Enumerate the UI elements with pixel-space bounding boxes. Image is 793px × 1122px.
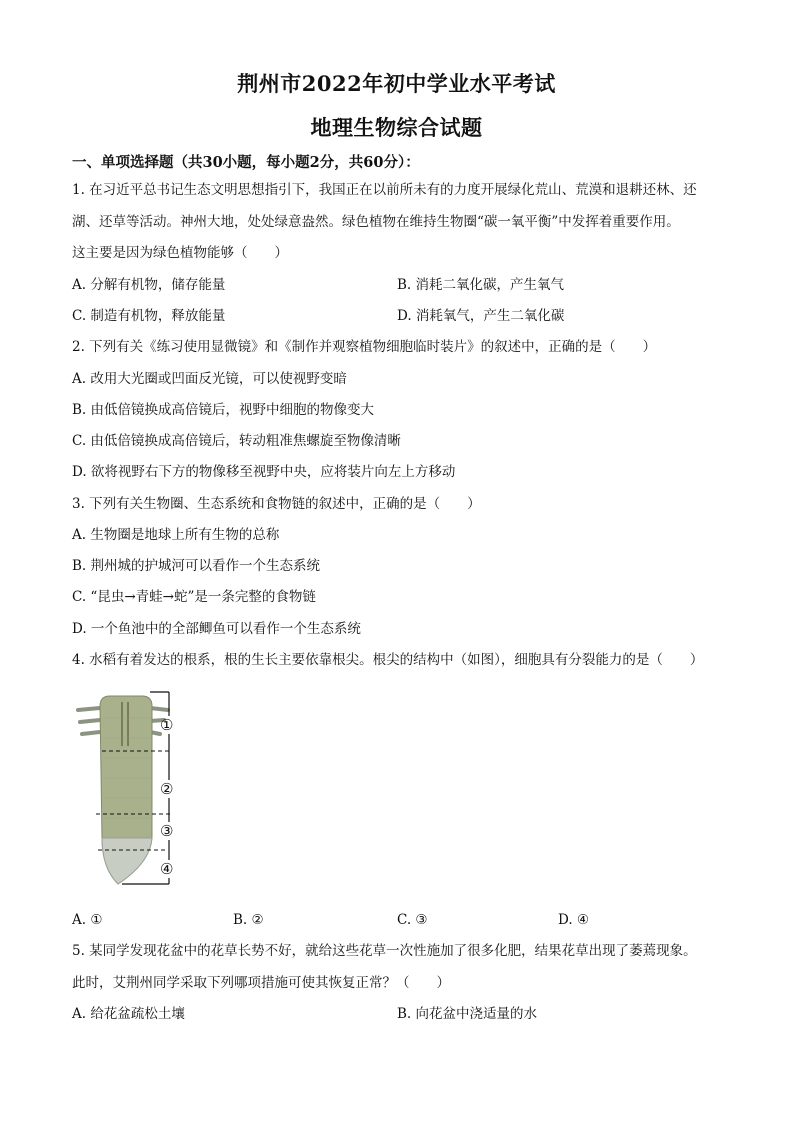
option-b[interactable]: B. 向花盆中浇适量的水 bbox=[397, 1006, 538, 1022]
option-a[interactable]: A. 分解有机物，储存能量 bbox=[72, 277, 226, 293]
option-d[interactable]: D. 欲将视野右下方的物像移至视野中央，应将装片向左上方移动 bbox=[72, 464, 456, 480]
label-2: ② bbox=[160, 780, 174, 798]
question-text: 4. 水稻有着发达的根系，根的生长主要依靠根尖。根尖的结构中（如图），细胞具有分裂能力的是（ ） bbox=[72, 652, 704, 668]
label-4: ④ bbox=[160, 860, 174, 878]
option-b[interactable]: B. 由低倍镜换成高倍镜后，视野中细胞的物像变大 bbox=[72, 402, 375, 418]
question-text: 此时，艾荆州同学采取下列哪项措施可使其恢复正常？（ ） bbox=[72, 975, 450, 991]
option-b[interactable]: B. 消耗二氧化碳，产生氧气 bbox=[397, 277, 565, 293]
option-c[interactable]: C. 制造有机物，释放能量 bbox=[72, 308, 226, 324]
question-text: 1. 在习近平总书记生态文明思想指引下，我国正在以前所未有的力度开展绿化荒山、荒漠和退耕还林、还 bbox=[72, 182, 697, 198]
option-b[interactable]: B. 荆州城的护城河可以看作一个生态系统 bbox=[72, 558, 321, 574]
question-text: 湖、还草等活动。神州大地，处处绿意盎然。绿色植物在维持生物圈“碳一氧平衡”中发挥着重要作用。 bbox=[72, 214, 680, 230]
option-d[interactable]: D. 一个鱼池中的全部鲫鱼可以看作一个生态系统 bbox=[72, 621, 361, 637]
option-c[interactable]: C. “昆虫→青蛙→蛇”是一条完整的食物链 bbox=[72, 589, 316, 605]
label-1: ① bbox=[160, 716, 174, 734]
option-c[interactable]: C. ③ bbox=[397, 912, 428, 928]
option-a[interactable]: A. 生物圈是地球上所有生物的总称 bbox=[72, 527, 280, 543]
root-tip-diagram bbox=[72, 688, 192, 888]
option-d[interactable]: D. ④ bbox=[558, 912, 590, 928]
question-text: 这主要是因为绿色植物能够（ ） bbox=[72, 245, 288, 261]
section-heading: 一、单项选择题（共30小题，每小题2分，共60分）： bbox=[72, 154, 420, 171]
option-a[interactable]: A. ① bbox=[72, 912, 103, 928]
question-text: 3. 下列有关生物圈、生态系统和食物链的叙述中，正确的是（ ） bbox=[72, 496, 481, 512]
option-a[interactable]: A. 改用大光圈或凹面反光镜，可以使视野变暗 bbox=[72, 371, 347, 387]
label-3: ③ bbox=[160, 822, 174, 840]
exam-subtitle: 地理生物综合试题 bbox=[310, 115, 483, 140]
exam-title: 荆州市2022年初中学业水平考试 bbox=[237, 71, 556, 96]
question-text: 2. 下列有关《练习使用显微镜》和《制作并观察植物细胞临时装片》的叙述中，正确的是（ ） bbox=[72, 339, 657, 355]
option-b[interactable]: B. ② bbox=[233, 912, 264, 928]
question-text: 5. 某同学发现花盆中的花草长势不好，就给这些花草一次性施加了很多化肥，结果花草出现了萎蔫现象。 bbox=[72, 943, 697, 959]
option-d[interactable]: D. 消耗氧气，产生二氧化碳 bbox=[397, 308, 565, 324]
option-c[interactable]: C. 由低倍镜换成高倍镜后，转动粗准焦螺旋至物像清晰 bbox=[72, 433, 401, 449]
root-tip-illustration bbox=[72, 688, 192, 888]
option-a[interactable]: A. 给花盆疏松土壤 bbox=[72, 1006, 185, 1022]
